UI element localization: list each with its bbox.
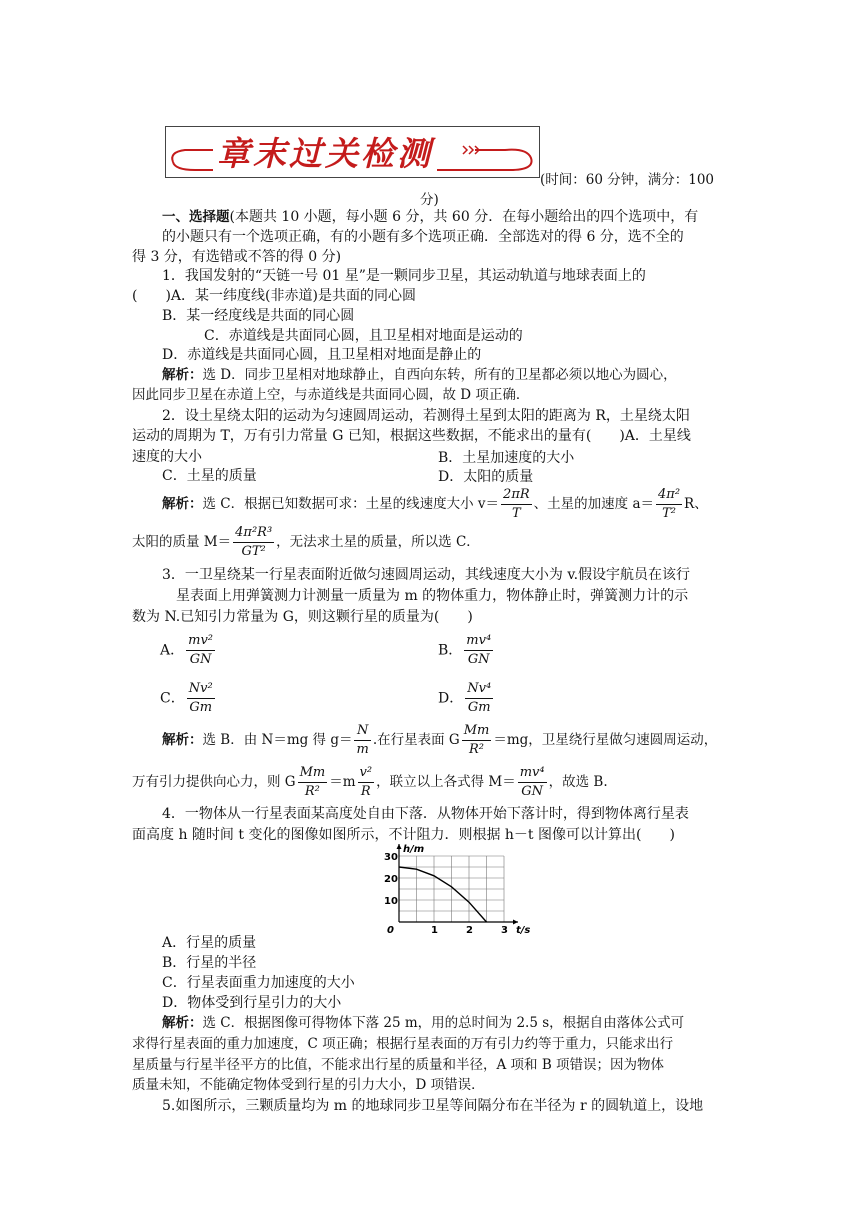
question-3-option-a: A． $\frac{\text{mv²}}{GN}$ xyxy=(160,633,214,667)
solution-text: 太阳的质量 M＝ xyxy=(132,534,232,550)
fraction: $\frac{\text{mv²}}{GN}$ xyxy=(188,633,214,667)
question-1-stem: 1．我国发射的“天链一号 01 星”是一颗同步卫星，其运动轨道与地球表面上的 xyxy=(162,268,646,284)
question-3-stem: 3．一卫星绕某一行星表面附近做匀速圆周运动，其线速度大小为 v.假设宇航员在该行 xyxy=(162,567,691,583)
question-4-solution-cont: 求得行星表面的重力加速度，C 项正确；根据行星表面的万有引力约等于重力，只能求出行 xyxy=(132,1036,674,1052)
solution-text: ，联立以上各式得 M＝ xyxy=(376,774,516,790)
question-4-option-c: C．行星表面重力加速度的大小 xyxy=(162,975,355,991)
solution-label: 解析： xyxy=(162,1015,203,1031)
solution-text: ＝mg，卫星绕行星做匀速圆周运动， xyxy=(493,732,718,748)
question-3-stem-cont: 数为 N.已知引力常量为 G，则这颗行星的质量为( ) xyxy=(132,609,473,625)
x-tick-label: 1 xyxy=(431,925,438,936)
section-heading-line xyxy=(162,207,698,227)
fraction: $\frac{2\pi R}{T}$ xyxy=(503,487,530,521)
fraction: $\frac{\text{mv⁴}}{GN}$ xyxy=(466,633,492,667)
y-tick-label: 20 xyxy=(384,874,398,885)
question-3-solution-cont xyxy=(132,764,608,801)
height-time-graph xyxy=(365,842,531,937)
y-axis-label: h/m xyxy=(403,844,425,855)
y-tick-label: 10 xyxy=(384,896,398,907)
question-1-option-b: B．某一经度线是共面的同心圆 xyxy=(162,308,355,324)
solution-label: 解析： xyxy=(162,496,203,512)
section-desc: (本题共 10 小题，每小题 6 分，共 60 分．在每小题给出的四个选项中，有 xyxy=(229,209,699,225)
question-2-option-b: B．土星加速度的大小 xyxy=(438,450,575,466)
x-tick-label: 2 xyxy=(466,925,473,936)
question-4-solution xyxy=(162,1013,684,1033)
section-desc-line: 的小题只有一个选项正确，有的小题有多个选项正确．全部选对的得 6 分，选不全的 xyxy=(162,229,684,245)
question-1-option-c: C．赤道线是共面同心圆，且卫星相对地面是运动的 xyxy=(204,328,523,344)
solution-text: 选 D．同步卫星相对地球静止，自西向东转，所有的卫星都必须以地心为圆心， xyxy=(202,367,677,383)
question-2-stem-cont: 运动的周期为 T，万有引力常量 G 已知，根据这些数据，不能求出的量有( )A．土星线 xyxy=(132,428,691,444)
question-1-solution-cont: 因此同步卫星在赤道上空，与赤道线是共面同心圆，故 D 项正确． xyxy=(132,387,530,403)
fraction: $\frac{\text{Nv⁴}}{Gm}$ xyxy=(467,681,492,715)
question-3-option-d: D． $\frac{\text{Nv⁴}}{Gm}$ xyxy=(438,681,492,715)
solution-text: 万有引力提供向心力，则 G xyxy=(132,774,296,790)
section-heading: 一、选择题 xyxy=(162,209,230,225)
question-1-solution xyxy=(162,365,677,385)
section-desc-line: 得 3 分，有选错或不答的得 0 分) xyxy=(132,249,342,265)
solution-label: 解析： xyxy=(162,732,203,748)
question-2-option-c: C．土星的质量 xyxy=(162,468,257,484)
question-4-stem: 4．一物体从一行星表面某高度处自由下落．从物体开始下落计时，得到物体离行星表 xyxy=(162,806,689,822)
solution-text: 选 B．由 N＝mg 得 g＝ xyxy=(202,732,353,748)
solution-text: 选 C．根据已知数据可求：土星的线速度大小 v＝ xyxy=(202,496,500,512)
solution-text: 、土星的加速度 a＝ xyxy=(533,496,654,512)
solution-label: 解析： xyxy=(162,367,203,383)
fraction: $\frac{N}{m}$ xyxy=(356,723,369,757)
series-line xyxy=(399,867,487,922)
solution-text: 选 C．根据图像可得物体下落 25 m，用的总时间为 2.5 s，根据自由落体公式可 xyxy=(202,1015,685,1031)
question-2-stem: 2．设土星绕太阳的运动为匀速圆周运动，若测得土星到太阳的距离为 R，土星绕太阳 xyxy=(162,408,690,424)
solution-text: ＝m xyxy=(329,774,356,790)
question-3-option-c: C． $\frac{\text{Nv²}}{Gm}$ xyxy=(160,681,213,715)
question-2-option-a: 速度的大小 xyxy=(132,449,202,465)
solution-text: ，故选 B. xyxy=(548,774,608,790)
question-3-solution xyxy=(162,722,717,759)
y-axis-arrow-icon xyxy=(397,844,402,849)
question-2-option-d: D．太阳的质量 xyxy=(438,469,534,485)
x-axis-label: t/s xyxy=(516,925,531,936)
question-1-option-a: ( )A．某一纬度线(非赤道)是共面的同心圆 xyxy=(132,288,416,304)
fraction: $\frac{\text{4π²}}{\text{T²}}$ xyxy=(658,487,681,521)
fraction: $\frac{\text{v²}}{R}$ xyxy=(359,765,373,799)
fraction: $\frac{Mm}{\text{R²}}$ xyxy=(463,723,490,757)
solution-text: ，无法求土星的质量，所以选 C． xyxy=(276,534,480,550)
x-axis-arrow-icon xyxy=(513,920,518,925)
fraction: $\frac{Mm}{\text{R²}}$ xyxy=(299,765,326,799)
time-info: (时间：60 分钟，满分：100 xyxy=(540,172,715,188)
question-2-solution xyxy=(162,486,708,523)
question-3-option-b: B． $\frac{\text{mv⁴}}{GN}$ xyxy=(438,633,492,667)
y-tick-label: 30 xyxy=(384,852,398,863)
chapter-banner xyxy=(165,126,540,178)
time-info-tail: 分) xyxy=(420,192,439,208)
fraction: $\frac{\text{Nv²}}{Gm}$ xyxy=(188,681,213,715)
origin-label: 0 xyxy=(387,925,394,936)
solution-text: .在行星表面 G xyxy=(372,732,460,748)
question-3-stem-cont: 星表面上用弹簧测力计测量一质量为 m 的物体重力，物体静止时，弹簧测力计的示 xyxy=(176,588,689,604)
question-2-solution-cont xyxy=(132,524,480,561)
question-5-stem: 5.如图所示，三颗质量均为 m 的地球同步卫星等间隔分布在半径为 r 的圆轨道上，设地 xyxy=(162,1098,704,1114)
question-4-solution-cont: 质量未知，不能确定物体受到行星的引力大小，D 项错误． xyxy=(132,1077,485,1093)
question-4-option-b: B．行星的半径 xyxy=(162,955,257,971)
banner-title: 章末过关检测 xyxy=(213,128,437,175)
fraction: $\frac{\text{4π²R³}}{\text{GT²}}$ xyxy=(235,525,273,559)
question-1-option-d: D．赤道线是共面同心圆，且卫星相对地面是静止的 xyxy=(162,347,482,363)
question-4-option-d: D．物体受到行星引力的大小 xyxy=(162,995,342,1011)
fraction: $\frac{\text{mv⁴}}{GN}$ xyxy=(519,765,545,799)
question-4-stem-cont: 面高度 h 随时间 t 变化的图像如图所示，不计阻力．则根据 h－t 图像可以计算出( ) xyxy=(132,827,675,843)
question-4-solution-cont: 星质量与行星半径平方的比值，不能求出行星的质量和半径，A 项和 B 项错误；因为物体 xyxy=(132,1057,665,1073)
solution-text: R、 xyxy=(684,496,708,512)
question-4-option-a: A．行星的质量 xyxy=(162,935,257,951)
x-tick-label: 3 xyxy=(501,925,508,936)
